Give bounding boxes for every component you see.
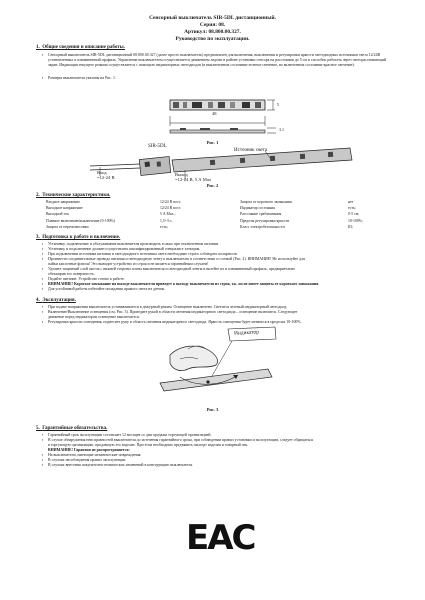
doc-series: Серия: 08. [199, 22, 226, 28]
section-4-title: 4. Эксплуатация. [36, 298, 76, 303]
figure-2-light-label: Источник света [234, 148, 268, 153]
spec-left-labels: Входное напряжение Выходное напряжение Выходной ток Плавное включение/выключение (0-100%) Защита от переполюсовки [46, 200, 115, 229]
section-3-body: ▪ Установку, подключение и обслуживание выключателя производить только при отключенном питании. ▪ Установку и подключение должен осуществлять квалифицированный специалист электрик. ▪ При подключении источника питания и светодиодного источника света необходимо строго соблюдать полярность. ▪ Произвести соединительные провода питания и светодиодную ленту к выключателю в соответствии со схемой (Рис. 2). ВНИМАНИЕ! Не используйте для пайки кислотные флюсы! Это выводит устройство из строя и не является гарантийным случаем! ▪ Удалите защитный слой скотча с нижней стороны платы выключателя и светодиодной ленты и вклейте их в алюминиевый профиль, предварительно обезжирив его поверхность. ▪ Подайте питание. Устройство готово к работе. ▪ ВНИМАНИЕ! Короткое замыкание на выходе выключателя приведет к выходу выключателя из строя, т.к. он не имеет защиты от короткого замыкания. ▪ Для устойчивой работы избегайте попадания прямого света на датчик. [48, 242, 393, 292]
figure-2-output-label: Выход =12-24 В, 5 А Max [175, 172, 212, 182]
figure-1-height: 5 [277, 102, 279, 107]
figure-3-indicator-label: Индикатор [233, 329, 260, 337]
spec-right-values: нет есть; 0-5 см; 10-100%; III; [348, 200, 363, 229]
figure-2-device-label: SIR-5DL [148, 144, 167, 149]
figure-2-caption: Рис. 2 [206, 183, 219, 188]
doc-title: Сенсорный выключатель SIR-5DL дистанционный. [149, 15, 276, 21]
spec-right-labels: Защита от короткого замыкания Индикатор состояния Расстояние срабатывания Пределы регулировки яркости Класс электробезопасности [240, 200, 292, 229]
figure-3-caption: Рис. 3 [206, 407, 219, 412]
section-4-body: ▪ При подаче напряжения выключатель устанавливается в дежурный режим. Освещение выключено. Светится зеленый индикаторный светодиод. ▪ Включение/Выключение освещения (см. Рис. 3). Проведите рукой в области свечения индикаторного светодиода – освещение включится. Следующее движение перед индикатором освещение выключается. ▪ Регулировка яркости освещения, поднесите руку в область свечения индикаторного светодиода. Яркость освещения будет меняться в пределах 10-100%. [48, 305, 393, 325]
section-3-title: 3. Подготовка к работе и включение. [36, 235, 121, 240]
spec-left-values: 12/24 В пост. 12/24 В пост. 5 А Max.; 1,5÷3 с; есть; [160, 200, 182, 229]
figure-1-length: 48 [212, 111, 217, 116]
doc-article: Артикул: 08.800.00.327. [184, 29, 241, 35]
eac-certification-mark: EAC [186, 518, 255, 558]
section-1-title: 1. Общие сведения и описание работы. [36, 45, 125, 50]
section-1-dim-note: ▪ Размеры выключателя указаны на Рис. 1. [48, 76, 116, 81]
section-2-title: 2. Технические характеристики. [36, 193, 111, 198]
figure-1-side-height: 3.1 [279, 127, 284, 132]
figure-1-drawing [150, 86, 290, 146]
figure-3-hand-gesture [150, 325, 280, 405]
section-5-body: ▪ Гарантийный срок эксплуатации составляет 12 месяцев со дня продажи торгующей организацией. ▪ В случае обнаружения неисправностей выключателя до истечения гарантийного срока, при соблюдении правил установки и эксплуатации, следует обращаться в торгующую организацию, продавшую это изделие. При этом необходимо предъявить паспорт изделия и товарный чек. ВНИМАНИЕ! Гарантия не распространяется: ▪ На выключатели, имеющие механические повреждения. ▪ В случаях несоблюдения правил эксплуатации. ▪ В случаях внесения покупателем технических изменений в конструкцию выключателя. [48, 433, 393, 468]
section-5-title: 5. Гарантийные обязательства. [36, 426, 108, 431]
section-1-para: ▪ Сенсорный выключатель SIR-5DL дистанционный 08.800.00.327 (далее просто выключатель) предназначен для включения, выключения и регулировки яркости светодиодных источников света 12/24В установленных в алюминиевый профиль. Управление выключателем осуществляется движением ладони в районе установки сенсора на расстоянии до 5 см и способно работать через светорассеивающий экран. Индикация текущего режима осуществляется с помощью индикаторных светодиодов (в выключенном состоянии-зеленое свечение, во включенном состоянии-красное свечение). [48, 53, 388, 68]
figure-2-input-label: Вход =12-24 В [97, 170, 115, 180]
figure-2-wiring [60, 146, 370, 188]
figure-1-caption: Рис. 1 [206, 140, 219, 145]
doc-manual-title: Руководство по эксплуатации. [175, 36, 250, 42]
